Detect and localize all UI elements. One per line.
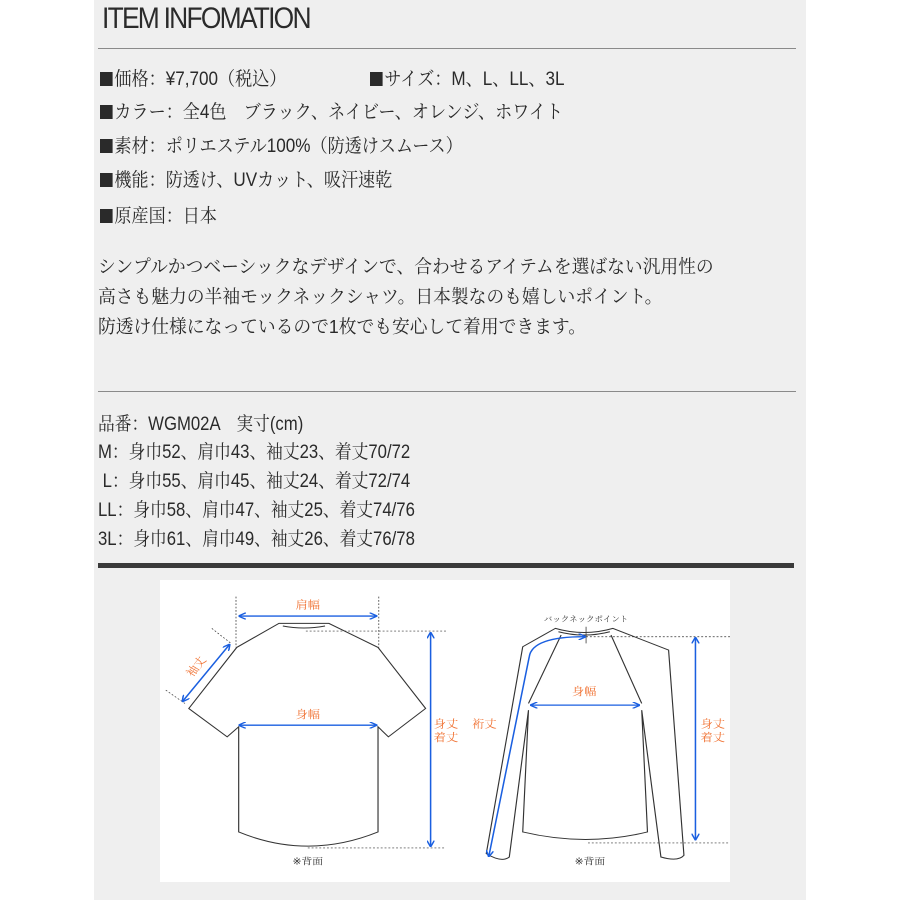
back-note: ※背面 (574, 856, 606, 868)
function-line (100, 165, 392, 192)
description-line: 高さも魅力の半袖モックネックシャツ。日本製なのも嬉しいポイント。 (98, 286, 663, 307)
shoulder-label: 肩幅 (295, 598, 321, 612)
size-text: サイズ：M、L、LL、3L (384, 69, 565, 90)
sleeve-label: 袖丈 (182, 654, 210, 680)
width-label: 身幅 (571, 684, 597, 698)
description-line: 防透け仕様になっているので1枚でも安心して着用できます。 (98, 316, 586, 337)
function-text: 機能：防透け、UVカット、吸汗速乾 (114, 170, 393, 191)
bullet-square-icon (100, 139, 113, 153)
price-text: 価格：¥7,700（税込） (114, 69, 287, 90)
color-line (100, 97, 563, 124)
longsleeve-outline (486, 628, 684, 859)
back-note: ※背面 (292, 856, 324, 868)
divider (98, 48, 796, 49)
material-text: 素材：ポリエステル100%（防透けスムース） (114, 136, 463, 157)
price-line (100, 64, 286, 91)
spec-row: L：身巾55、肩巾45、袖丈24、着丈72/74 (98, 471, 411, 492)
bullet-square-icon (100, 209, 113, 223)
spec-header: 品番：WGM02A 実寸(cm) (98, 414, 304, 435)
spec-row: 3L：身巾61、肩巾49、袖丈26、着丈76/78 (98, 529, 415, 550)
material-line (100, 131, 463, 158)
tshirt-arrows (183, 616, 431, 846)
spec-row: LL：身巾58、肩巾47、袖丈25、着丈74/76 (98, 500, 415, 521)
size-diagram (160, 580, 730, 882)
longsleeve-arrows (489, 637, 696, 856)
bullet-square-icon (100, 173, 113, 187)
origin-text: 原産国：日本 (114, 206, 218, 227)
color-text: カラー：全4色 ブラック、ネイビー、オレンジ、ホワイト (114, 102, 564, 123)
bullet-square-icon (370, 72, 383, 86)
yuki-label: 裄丈 (472, 717, 497, 731)
back-neck-label: バックネックポイント (543, 615, 629, 624)
bullet-square-icon (100, 105, 113, 119)
page-title: ITEM INFOMATION (102, 2, 310, 35)
thick-divider (98, 563, 794, 568)
spec-row: M：身巾52、肩巾43、袖丈23、着丈70/72 (98, 442, 411, 463)
length-label: 身丈 (700, 717, 726, 731)
size-line (370, 64, 565, 91)
divider (98, 391, 796, 392)
width-label: 身幅 (295, 707, 321, 721)
total-length-label: 着丈 (700, 730, 726, 744)
total-length-label: 着丈 (433, 730, 459, 744)
size-diagram-svg (160, 580, 730, 882)
length-label: 身丈 (433, 717, 459, 731)
origin-line (100, 201, 217, 228)
bullet-square-icon (100, 72, 113, 86)
yuki-arrow (489, 637, 585, 856)
tshirt-outline (189, 623, 426, 846)
description-line: シンプルかつベーシックなデザインで、合わせるアイテムを選ばない汎用性の (98, 256, 714, 277)
